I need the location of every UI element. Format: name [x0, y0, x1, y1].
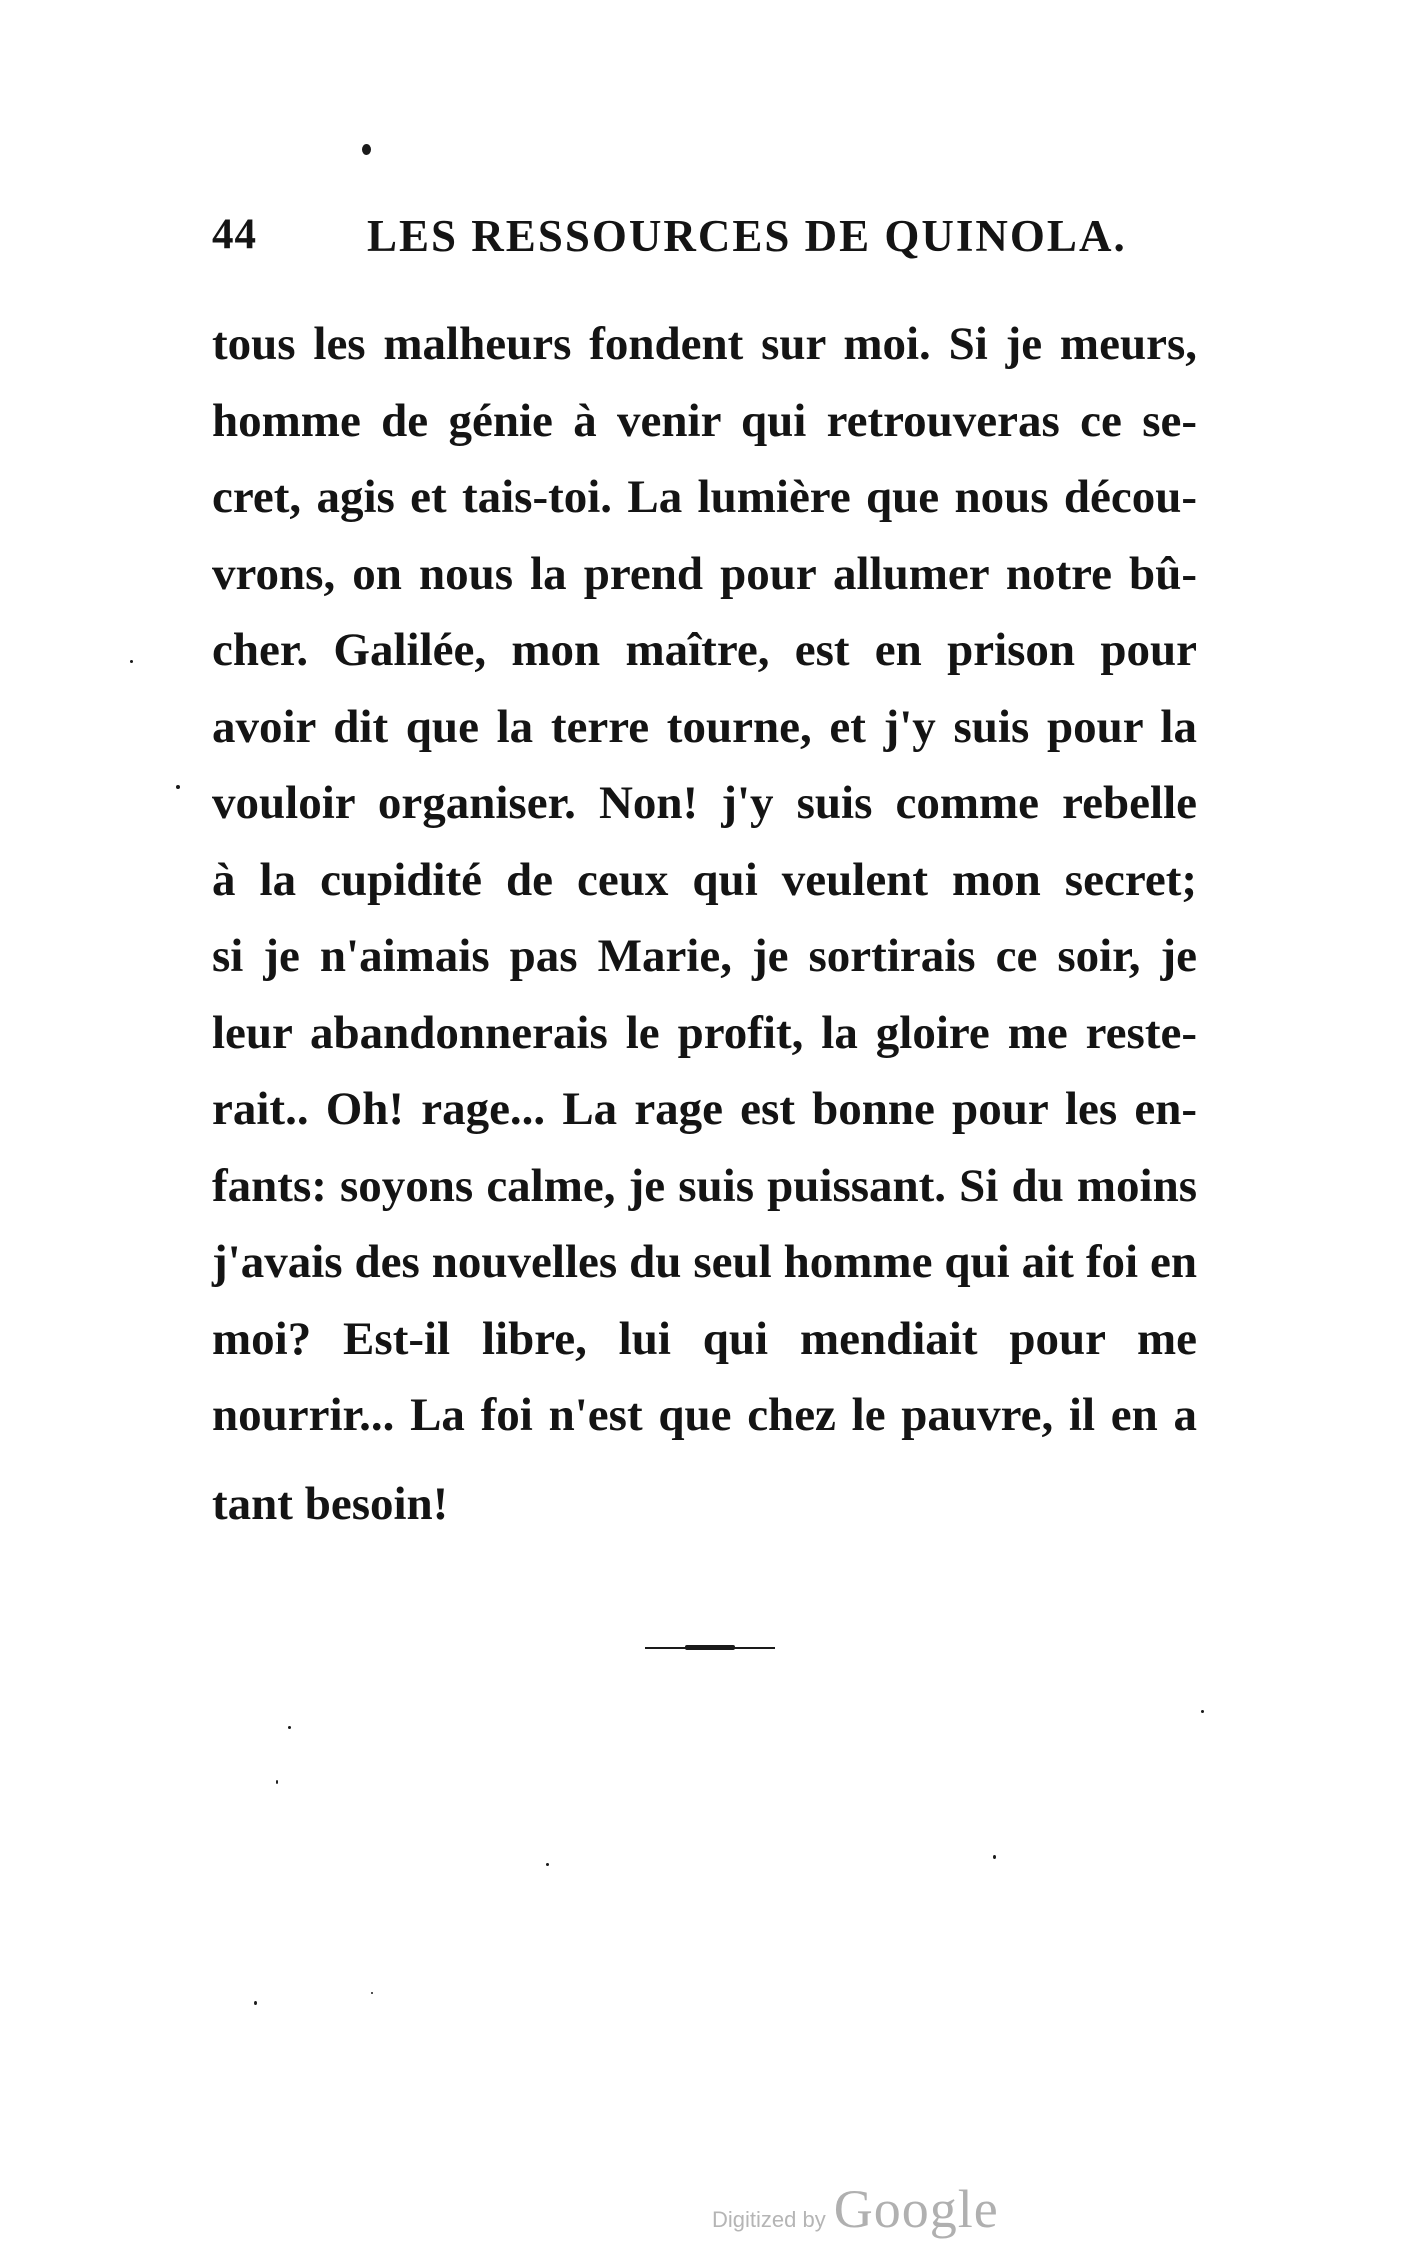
text-line: leur abandonnerais le profit, la gloire me reste-	[212, 1006, 1197, 1059]
ink-speck	[176, 785, 180, 789]
google-logo: Google	[833, 2179, 999, 2239]
text-line: avoir dit que la terre tourne, et j'y suis pour la	[212, 700, 1197, 753]
text-line: nourrir... La foi n'est que chez le pauvre, il en a	[212, 1389, 1197, 1441]
text-line: si je n'aimais pas Marie, je sortirais ce soir, je	[212, 930, 1197, 982]
text-line: vouloir organiser. Non! j'y suis comme rebelle	[212, 777, 1197, 829]
body-text	[212, 306, 1197, 1542]
text-line: fants: soyons calme, je suis puissant. Si du moins	[212, 1159, 1197, 1212]
ink-speck	[362, 144, 371, 155]
ink-speck	[993, 1855, 996, 1859]
watermark-prefix: Digitized by	[712, 2207, 826, 2232]
ornament-center	[685, 1645, 735, 1650]
text-line: cher. Galilée, mon maître, est en prison pour	[212, 624, 1197, 676]
ink-speck	[546, 1863, 549, 1866]
ink-speck	[288, 1726, 291, 1729]
ink-speck	[371, 1992, 373, 1994]
text-line: à la cupidité de ceux qui veulent mon secret;	[212, 853, 1197, 906]
last-text-line: tant besoin!	[212, 1477, 449, 1530]
text-line: j'avais des nouvelles du seul homme qui ait foi en	[212, 1236, 1197, 1288]
ink-speck	[254, 2001, 257, 2005]
digitized-watermark	[712, 2178, 999, 2238]
ink-speck	[276, 1780, 278, 1784]
text-line: cret, agis et tais-toi. La lumière que nous décou-	[212, 471, 1197, 523]
running-head	[212, 210, 1127, 270]
text-line: moi? Est-il libre, lui qui mendiait pour me	[212, 1312, 1197, 1365]
text-line: tous les malheurs fondent sur moi. Si je meurs,	[212, 318, 1197, 370]
page-number: 44	[212, 211, 257, 258]
text-line: vrons, on nous la prend pour allumer notre bû-	[212, 547, 1197, 600]
text-line: rait.. Oh! rage... La rage est bonne pour les en-	[212, 1083, 1197, 1135]
ink-speck	[1201, 1710, 1204, 1713]
end-ornament	[645, 1645, 775, 1651]
text-line: homme de génie à venir qui retrouveras ce se-	[212, 394, 1197, 447]
ink-speck	[130, 660, 133, 663]
running-title: LES RESSOURCES DE QUINOLA.	[367, 211, 1127, 261]
